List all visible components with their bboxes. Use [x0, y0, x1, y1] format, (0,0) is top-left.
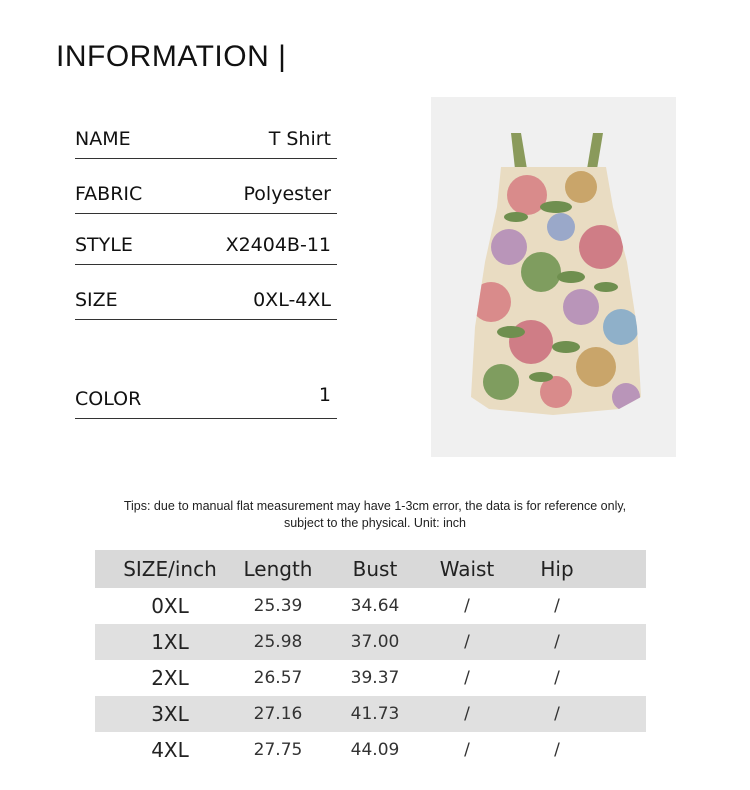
- table-row: [95, 588, 646, 624]
- info-value: Polyester: [243, 183, 331, 205]
- table-cell: 0XL: [151, 594, 189, 618]
- table-cell: 3XL: [151, 702, 189, 726]
- table-row: [95, 660, 646, 696]
- column-header: SIZE/inch: [123, 557, 217, 581]
- info-value: X2404B-11: [225, 234, 331, 256]
- info-label: SIZE: [75, 289, 118, 311]
- table-cell: /: [464, 632, 470, 652]
- table-cell: 37.00: [350, 632, 400, 652]
- table-cell: 27.75: [253, 740, 303, 760]
- info-row-size: [75, 281, 337, 320]
- table-cell: 1XL: [151, 630, 189, 654]
- table-cell: 4XL: [151, 738, 189, 762]
- table-cell: 27.16: [253, 704, 303, 724]
- column-header: Length: [243, 557, 313, 581]
- table-cell: 2XL: [151, 666, 189, 690]
- info-label: COLOR: [75, 388, 142, 410]
- info-row-fabric: [75, 175, 337, 214]
- info-label: FABRIC: [75, 183, 143, 205]
- info-label: STYLE: [75, 234, 133, 256]
- table-cell: /: [554, 632, 560, 652]
- table-cell: /: [554, 740, 560, 760]
- info-row-style: [75, 226, 337, 265]
- tips-line-1: Tips: due to manual flat measurement may have 1-3cm error, the data is for reference only,: [123, 499, 627, 513]
- floral-dress-illustration: [431, 97, 676, 457]
- table-header: [95, 550, 646, 588]
- column-header: Waist: [439, 557, 495, 581]
- table-row: [95, 732, 646, 768]
- table-cell: 41.73: [350, 704, 400, 724]
- table-cell: 25.39: [253, 596, 303, 616]
- size-table: [95, 550, 646, 768]
- table-row: [95, 624, 646, 660]
- column-header: Bust: [352, 557, 398, 581]
- table-cell: /: [554, 668, 560, 688]
- table-cell: /: [464, 740, 470, 760]
- table-cell: /: [464, 704, 470, 724]
- column-header: Hip: [540, 557, 574, 581]
- table-cell: 34.64: [350, 596, 400, 616]
- page-title: INFORMATION |: [56, 40, 287, 73]
- table-cell: 25.98: [253, 632, 303, 652]
- table-cell: /: [554, 704, 560, 724]
- table-cell: 39.37: [350, 668, 400, 688]
- table-cell: 26.57: [253, 668, 303, 688]
- info-value: T Shirt: [268, 128, 331, 150]
- info-row-color: [75, 380, 337, 419]
- table-cell: /: [464, 596, 470, 616]
- info-label: NAME: [75, 128, 131, 150]
- product-photo: [431, 97, 676, 457]
- info-value: 1: [318, 384, 331, 406]
- table-cell: /: [554, 596, 560, 616]
- info-row-name: [75, 120, 337, 159]
- table-cell: 44.09: [350, 740, 400, 760]
- measurement-tips: [60, 498, 690, 532]
- tips-line-2: subject to the physical. Unit: inch: [283, 516, 467, 530]
- table-cell: /: [464, 668, 470, 688]
- info-value: 0XL-4XL: [253, 289, 331, 311]
- table-row: [95, 696, 646, 732]
